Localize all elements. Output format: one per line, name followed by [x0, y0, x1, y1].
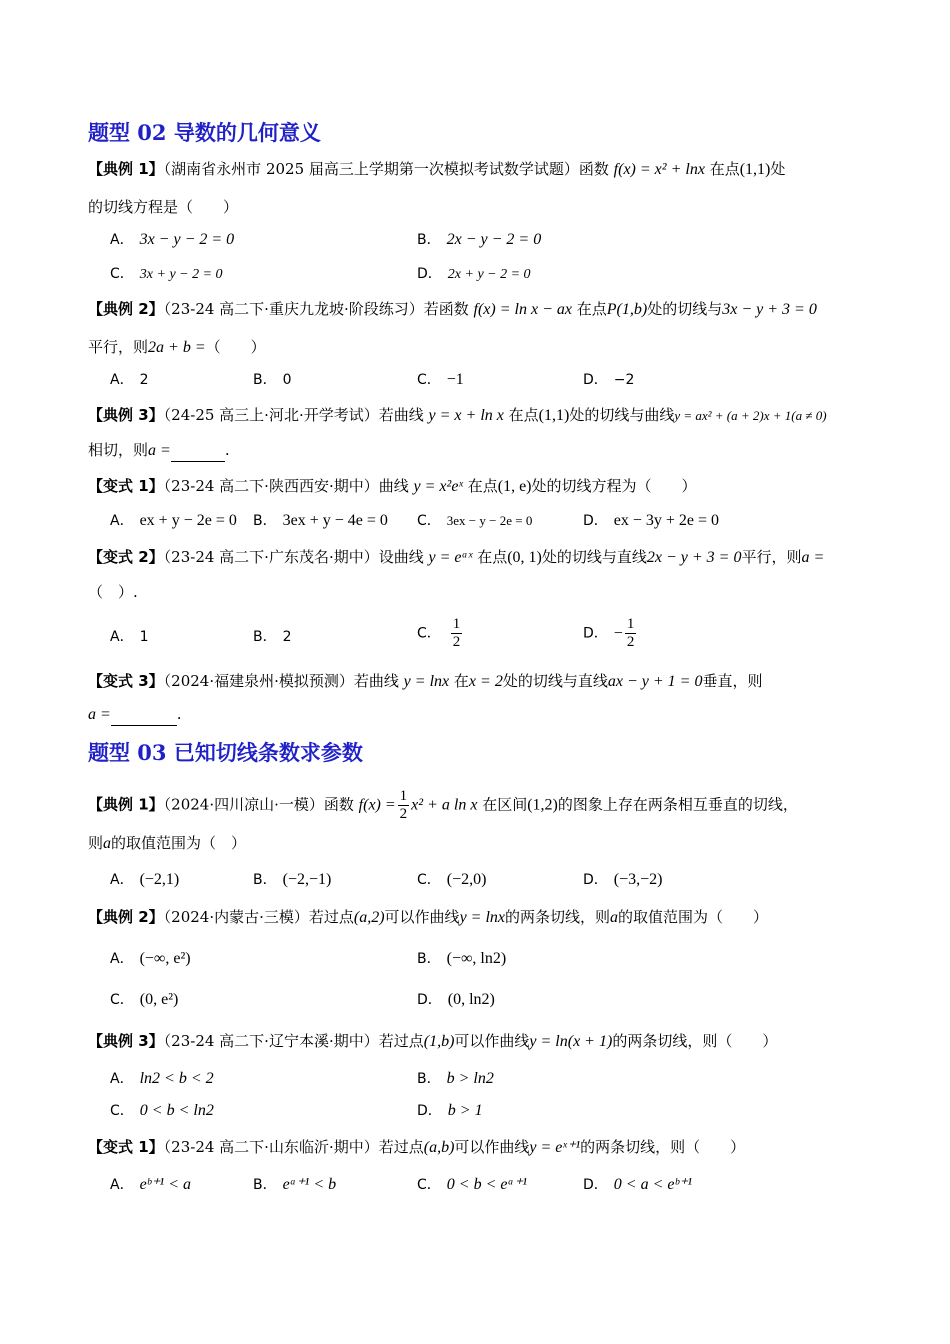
p3-option-a[interactable]: [110, 1068, 214, 1090]
denominator: 2: [452, 634, 461, 650]
numerator: 1: [626, 616, 635, 632]
v2-line2: （ ）.: [88, 583, 138, 601]
answer-blank[interactable]: [111, 703, 177, 726]
v3-line: ax − y + 1 = 0: [607, 673, 703, 690]
q3-line2: [88, 439, 230, 462]
v1-mid: 在点: [467, 477, 498, 495]
option-value: eᵇ⁺¹ < a: [139, 1176, 192, 1193]
fraction: [398, 788, 410, 823]
option-label: D．: [583, 872, 608, 888]
p3-point: (1,b): [423, 1033, 455, 1050]
fraction: [625, 616, 637, 651]
q2-option-c[interactable]: [417, 369, 464, 391]
option-value: (−∞, e²): [139, 950, 191, 967]
answer-blank[interactable]: [171, 439, 225, 462]
option-label: B．: [253, 872, 277, 888]
option-value: (0, e²): [139, 991, 179, 1008]
v2-option-b[interactable]: [253, 626, 292, 648]
q1-source: （湖南省永州市 2025 届高三上学期第一次模拟考试数学试题）函数: [163, 160, 609, 178]
q3-tag: 【典例 3】: [88, 406, 164, 424]
p3-expr: y = ln(x + 1): [529, 1033, 613, 1050]
option-label: D．: [417, 992, 442, 1008]
w1-option-d[interactable]: [583, 1174, 692, 1196]
option-label: A．: [110, 951, 134, 967]
option-value: b > ln2: [446, 1070, 494, 1087]
q3-source: （24-25 高三上·河北·开学考试）若曲线: [163, 406, 424, 424]
option-value: b > 1: [447, 1102, 483, 1119]
option-label: C．: [417, 1177, 441, 1193]
option-label: A．: [110, 232, 134, 248]
p1-line2-var: a: [103, 835, 112, 852]
option-value: 2: [139, 372, 149, 388]
option-label: B．: [417, 951, 441, 967]
v2-expr: y = eᵃˣ: [428, 549, 473, 566]
q2-mid: 在点: [576, 300, 607, 318]
q2-line1: [88, 298, 817, 321]
v3-source: （2024·福建泉州·模拟预测）若曲线: [163, 672, 399, 690]
p3-tag: 【典例 3】: [88, 1032, 164, 1050]
option-label: C．: [110, 266, 134, 282]
q2-line2-text: 平行，则: [88, 338, 149, 356]
q3-line2-period: .: [224, 441, 230, 459]
p1-line1: [88, 788, 798, 823]
q1-mid: 在点: [709, 160, 740, 178]
option-label: C．: [110, 1103, 134, 1119]
w1-expr: y = eˣ⁺¹: [529, 1139, 581, 1156]
option-label: B．: [253, 629, 277, 645]
option-label: A．: [110, 372, 134, 388]
p1-option-a[interactable]: [110, 869, 179, 891]
option-label: B．: [253, 513, 277, 529]
v1-expr: y = x²eˣ: [413, 478, 463, 495]
option-value: (0, ln2): [447, 991, 495, 1008]
q1-tag: 【典例 1】: [88, 160, 164, 178]
p1-end: 的图象上存在两条相互垂直的切线，: [557, 795, 798, 814]
option-value: ex + y − 2e = 0: [139, 512, 237, 529]
option-value: 0 < b < ln2: [139, 1102, 214, 1119]
option-label: D．: [583, 1177, 608, 1193]
w1-line1: [88, 1136, 745, 1159]
v1-option-d[interactable]: [583, 510, 719, 532]
q1-line1: [88, 158, 785, 181]
v2-line: 2x − y + 3 = 0: [646, 549, 742, 566]
v1-option-a[interactable]: [110, 510, 237, 532]
p2-mid2: 的两条切线，则: [505, 908, 611, 926]
v3-mid: 在: [453, 672, 469, 690]
p1-option-b[interactable]: [253, 869, 331, 891]
v1-line1: [88, 475, 697, 498]
p1-source: （2024·四川凉山·一模）函数: [163, 795, 354, 814]
p2-line1: [88, 906, 768, 929]
option-value: 3x + y − 2 = 0: [139, 267, 223, 282]
q3-line2-text: 相切，则: [88, 441, 149, 459]
option-label: D．: [583, 372, 608, 388]
option-label: A．: [110, 513, 134, 529]
p1-line2-text: 则: [88, 834, 104, 852]
numerator: 1: [452, 616, 461, 632]
option-value: 2x + y − 2 = 0: [447, 267, 531, 282]
option-label: D．: [417, 1103, 442, 1119]
p3-option-b[interactable]: [417, 1068, 494, 1090]
option-label: D．: [417, 266, 442, 282]
p1-fx: f(x) =: [358, 796, 396, 814]
option-value: ln2 < b < 2: [139, 1070, 214, 1087]
q2-line2: [88, 336, 266, 359]
option-value: −2: [613, 372, 635, 388]
option-value: 1: [139, 629, 149, 645]
w1-end: 的两条切线，则（ ）: [580, 1138, 746, 1156]
v2-source: （23-24 高二下·广东茂名·期中）设曲线: [163, 548, 424, 566]
option-label: C．: [110, 992, 134, 1008]
v1-source: （23-24 高二下·陕西西安·期中）曲线: [163, 477, 409, 495]
w1-option-b[interactable]: [253, 1174, 336, 1196]
q2-option-d[interactable]: [583, 369, 634, 391]
v3-line1: [88, 670, 762, 693]
option-value: (−∞, ln2): [446, 950, 507, 967]
numerator: 1: [399, 788, 408, 804]
option-label: B．: [417, 232, 441, 248]
q3-curve: y = ax² + (a + 2)x + 1(a ≠ 0): [674, 408, 827, 423]
option-label: C．: [417, 872, 441, 888]
p2-mid: 可以作曲线: [384, 908, 460, 926]
q2-source: （23-24 高二下·重庆九龙坡·阶段练习）若函数: [163, 300, 469, 318]
v2-mid: 在点: [477, 548, 508, 566]
option-value: eᵃ⁺¹ < b: [282, 1176, 337, 1193]
v3-line2: [88, 703, 182, 726]
v1-tag: 【变式 1】: [88, 477, 164, 495]
q2-tag: 【典例 2】: [88, 300, 164, 318]
option-value: 3x − y − 2 = 0: [139, 231, 235, 248]
option-label: C．: [417, 625, 441, 642]
w1-option-c[interactable]: [417, 1174, 527, 1196]
q1-option-b[interactable]: [417, 229, 541, 251]
p2-point: (a,2): [353, 909, 385, 926]
p3-mid: 可以作曲线: [454, 1032, 530, 1050]
p2-option-b[interactable]: [417, 948, 506, 970]
w1-point: (a,b): [423, 1139, 455, 1156]
v3-line2-period: .: [176, 705, 182, 723]
v3-tag: 【变式 3】: [88, 672, 164, 690]
option-value: ex − 3y + 2e = 0: [613, 512, 720, 529]
option-label: A．: [110, 1071, 134, 1087]
v1-option-c[interactable]: [417, 510, 532, 532]
p1-mid: 在区间: [482, 795, 528, 814]
p1-interval: (1,2): [527, 796, 558, 814]
option-label: A．: [110, 629, 134, 645]
p2-source: （2024·内蒙古·三模）若过点: [163, 908, 354, 926]
option-value: 2x − y − 2 = 0: [446, 231, 542, 248]
p1-line2: [88, 832, 246, 855]
q1-option-d[interactable]: [417, 263, 531, 286]
p2-var: a: [610, 909, 619, 926]
v3-expr: y = lnx: [403, 673, 450, 690]
v2-option-d[interactable]: [583, 616, 638, 651]
p3-source: （23-24 高二下·辽宁本溪·期中）若过点: [163, 1032, 424, 1050]
minus-sign: −: [613, 624, 623, 642]
w1-source: （23-24 高二下·山东临沂·期中）若过点: [163, 1138, 424, 1156]
q2-line2-paren: （ ）: [205, 338, 266, 356]
option-value: 3ex − y − 2e = 0: [446, 513, 533, 528]
v2-line1: [88, 546, 824, 569]
option-label: B．: [417, 1071, 441, 1087]
q3-point: (1,1): [538, 407, 570, 424]
denominator: 2: [626, 634, 635, 650]
q1-point: (1,1): [739, 161, 771, 178]
q2-mid2: 处的切线与: [647, 300, 723, 318]
q2-expr: f(x) = ln x − ax: [473, 301, 572, 318]
q2-line: 3x − y + 3 = 0: [722, 301, 817, 318]
option-value: (−2,0): [446, 871, 487, 888]
p2-expr: y = lnx: [459, 909, 506, 926]
v2-mid2: 处的切线与直线: [541, 548, 647, 566]
p1-tag: 【典例 1】: [88, 795, 164, 814]
v1-point: (1, e): [497, 478, 532, 495]
v2-end: 平行，则: [741, 548, 802, 566]
q3-line2-expr: a =: [148, 442, 171, 459]
p3-option-c[interactable]: [110, 1100, 214, 1122]
v3-line2-expr: a =: [88, 706, 111, 723]
q1-option-c[interactable]: [110, 263, 223, 286]
p2-option-a[interactable]: [110, 948, 191, 970]
w1-mid: 可以作曲线: [454, 1138, 530, 1156]
v2-tag: 【变式 2】: [88, 548, 164, 566]
q2-option-b[interactable]: [253, 369, 292, 391]
section-title-03: 题型 03 已知切线条数求参数: [88, 740, 363, 765]
option-value: 0 < a < eᵇ⁺¹: [613, 1176, 693, 1193]
w1-option-a[interactable]: [110, 1174, 191, 1196]
option-label: C．: [417, 513, 441, 529]
option-value: (−2,−1): [282, 871, 332, 888]
v1-end: 处的切线方程为（ ）: [531, 477, 697, 495]
section-title-02: 题型 02 导数的几何意义: [88, 120, 321, 145]
option-label: D．: [583, 513, 608, 529]
q3-mid2: 处的切线与曲线: [569, 406, 675, 424]
option-label: B．: [253, 1177, 277, 1193]
v3-end: 垂直，则: [702, 672, 763, 690]
q2-point: P(1,b): [606, 301, 648, 318]
q1-line2: 的切线方程是（ ）: [88, 198, 239, 216]
v3-x: x = 2: [468, 673, 503, 690]
p1-option-c[interactable]: [417, 869, 486, 891]
v2-option-a[interactable]: [110, 626, 149, 648]
option-label: A．: [110, 1177, 134, 1193]
p2-option-d[interactable]: [417, 989, 495, 1011]
v2-option-c[interactable]: [417, 616, 464, 651]
p3-end: 的两条切线，则（ ）: [612, 1032, 778, 1050]
option-label: B．: [253, 372, 277, 388]
q1-option-a[interactable]: [110, 229, 234, 251]
p1-line2-end: 的取值范围为（ ）: [111, 834, 247, 852]
option-value: −1: [446, 371, 464, 388]
q2-line2-expr: 2a + b =: [148, 339, 206, 356]
w1-tag: 【变式 1】: [88, 1138, 164, 1156]
option-value: 2: [282, 629, 292, 645]
q2-option-a[interactable]: [110, 369, 149, 391]
denominator: 2: [399, 806, 408, 822]
p3-line1: [88, 1030, 777, 1053]
option-label: A．: [110, 872, 134, 888]
option-label: C．: [417, 372, 441, 388]
option-value: 0: [282, 372, 292, 388]
v3-mid2: 处的切线与直线: [502, 672, 608, 690]
p2-option-c[interactable]: [110, 989, 178, 1011]
q1-expr: f(x) = x² + lnx: [613, 161, 705, 178]
option-label: D．: [583, 625, 608, 642]
p1-rest: x² + a ln x: [411, 796, 478, 814]
p3-option-d[interactable]: [417, 1100, 483, 1122]
p2-end: 的取值范围为（ ）: [618, 908, 769, 926]
option-value: (−2,1): [139, 871, 180, 888]
option-value: 0 < b < eᵃ⁺¹: [446, 1176, 528, 1193]
option-value: 3ex + y − 4e = 0: [282, 512, 388, 529]
p1-option-d[interactable]: [583, 869, 662, 891]
option-value: (−3,−2): [613, 871, 663, 888]
q3-expr: y = x + ln x: [428, 407, 504, 424]
v2-endvar: a =: [801, 549, 825, 566]
v1-option-b[interactable]: [253, 510, 388, 532]
v2-point: (0, 1): [507, 549, 542, 566]
q1-end: 处: [770, 160, 786, 178]
fraction: [451, 616, 463, 651]
q3-mid: 在点: [508, 406, 539, 424]
q3-line1: [88, 404, 827, 427]
p2-tag: 【典例 2】: [88, 908, 164, 926]
